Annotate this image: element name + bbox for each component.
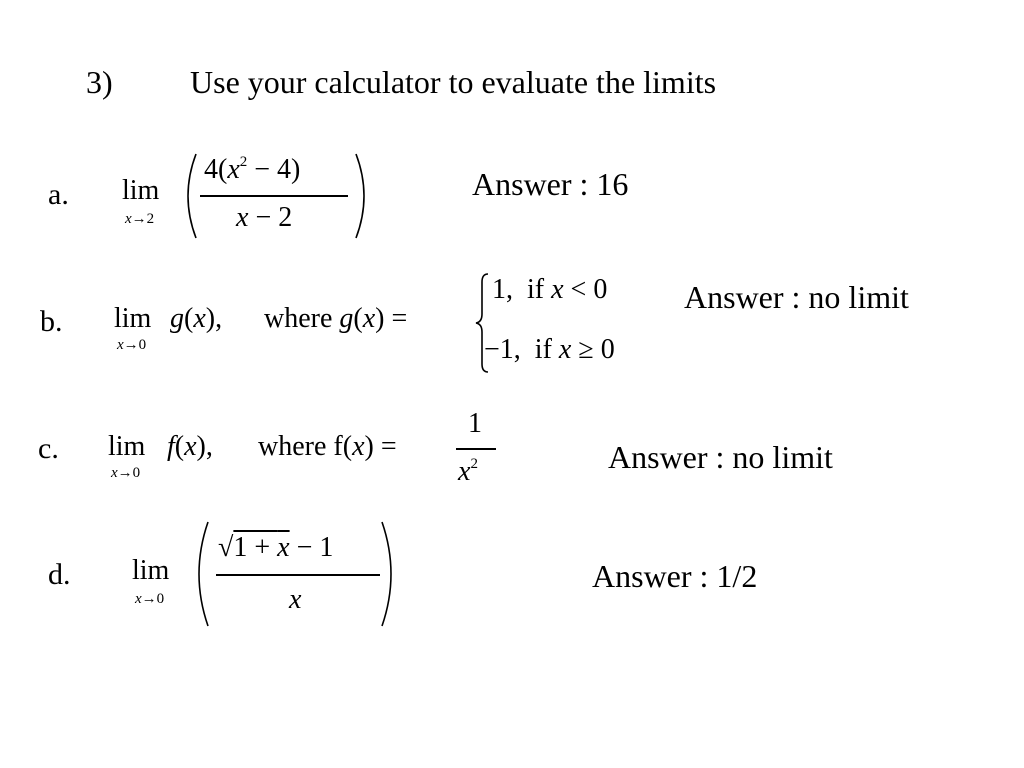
problem-label: d.	[48, 558, 71, 591]
function-expression: g(x),	[170, 303, 223, 334]
fraction-numerator: √1 + x − 1	[218, 532, 334, 563]
fraction-bar	[456, 448, 496, 450]
left-paren	[176, 152, 206, 242]
fraction-numerator: 1	[468, 408, 482, 439]
problem-label: a.	[48, 178, 69, 211]
definition-text: where f(x) =	[258, 431, 397, 462]
answer-text: Answer : no limit	[684, 279, 909, 315]
lim-operator: lim	[132, 555, 170, 586]
problem-label: c.	[38, 432, 59, 465]
left-paren	[186, 520, 216, 630]
lim-subscript: x→0	[135, 591, 165, 607]
case-1: 1, if x < 0	[492, 274, 608, 305]
fraction-denominator: $x^2$	[458, 456, 478, 487]
lim-subscript: x→2	[125, 211, 155, 227]
definition-text: where g(x) =	[264, 303, 408, 334]
answer-text: Answer : 16	[472, 166, 629, 202]
answer-text: Answer : 1/2	[592, 558, 758, 594]
lim-operator: lim	[122, 175, 160, 206]
problem-label: b.	[40, 305, 63, 338]
fraction-bar	[216, 574, 380, 576]
lim-operator: lim	[108, 431, 146, 462]
problem-number: 3)	[86, 64, 113, 100]
right-paren	[374, 520, 404, 630]
function-expression: f(x),	[167, 431, 213, 462]
right-paren	[346, 152, 376, 242]
problem-title: Use your calculator to evaluate the limits	[190, 64, 717, 100]
lim-subscript: x→0	[111, 465, 141, 481]
case-2: −1, if x ≥ 0	[484, 334, 615, 365]
fraction-numerator: $4(x^2 - 4)$	[204, 154, 301, 185]
lim-operator: lim	[114, 303, 152, 334]
lim-subscript: x→0	[117, 337, 147, 353]
fraction-denominator: x − 2	[236, 202, 293, 233]
fraction-denominator: x	[289, 584, 302, 615]
radical-symbol: √	[218, 532, 234, 563]
fraction-bar	[200, 195, 348, 197]
answer-text: Answer : no limit	[608, 439, 833, 475]
